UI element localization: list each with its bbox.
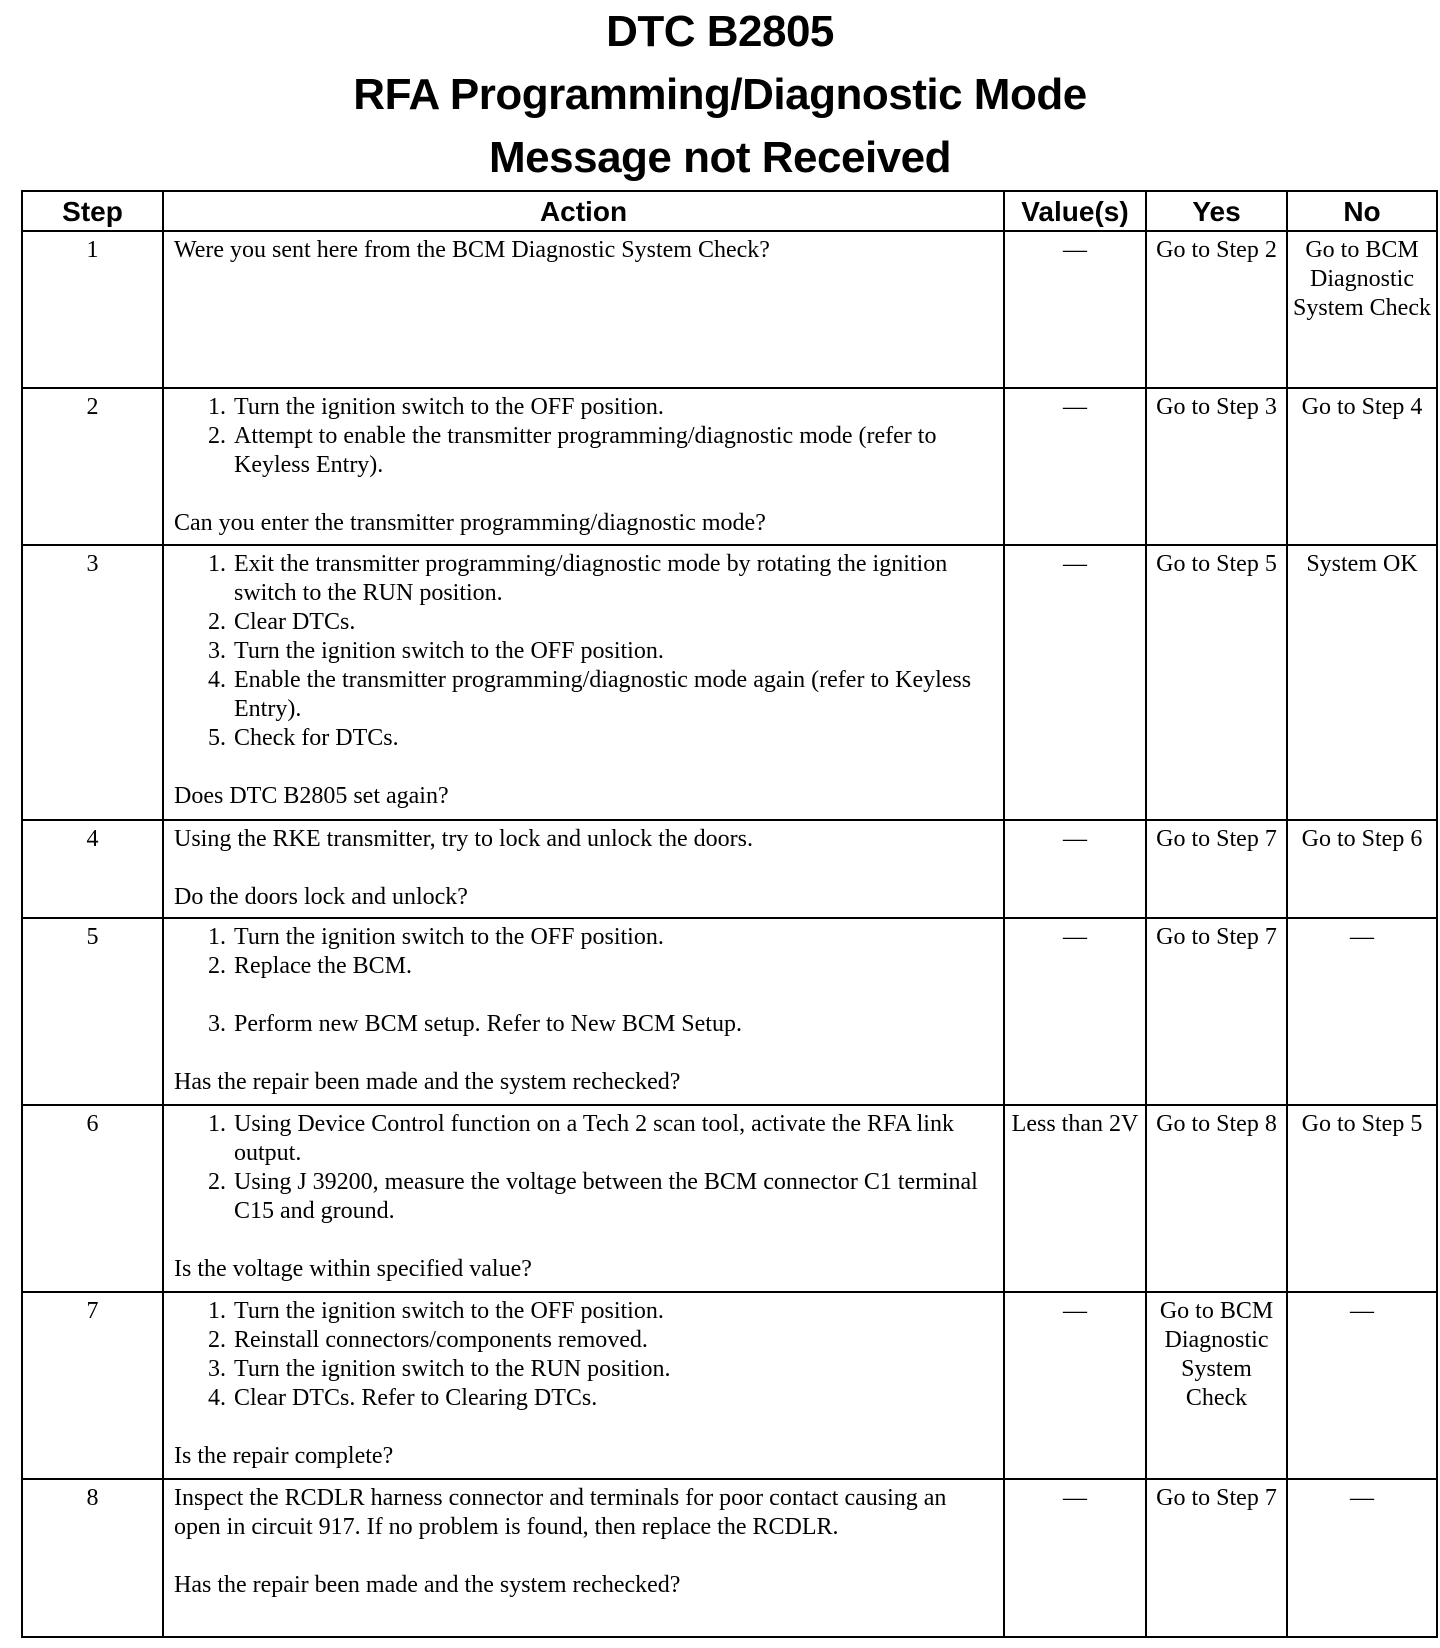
yes-cell: Go to Step 5 [1146, 545, 1287, 820]
no-cell: Go to Step 4 [1287, 388, 1437, 545]
action-substep: 1. Turn the ignition switch to the OFF position. [232, 1297, 993, 1326]
yes-cell: Go to Step 7 [1146, 1479, 1287, 1637]
action-question: Does DTC B2805 set again? [174, 783, 449, 809]
action-paragraph: Inspect the RCDLR harness connector and terminals for poor contact causing an open in circuit 917. If no problem is found, then replace the RCDLR. [174, 1485, 947, 1540]
action-substep: 2. Reinstall connectors/components removed. [232, 1326, 993, 1355]
action-substep: 2. Clear DTCs. [232, 608, 993, 637]
action-substeps [174, 393, 993, 480]
table-row [22, 1105, 1437, 1292]
action-cell [163, 918, 1004, 1105]
header-yes: Yes [1146, 191, 1287, 231]
action-substep: 4. Clear DTCs. Refer to Clearing DTCs. [232, 1384, 993, 1413]
header-action: Action [163, 191, 1004, 231]
no-cell: Go to BCM Diagnostic System Check [1287, 231, 1437, 388]
value-cell: — [1004, 1479, 1146, 1637]
step-number: 7 [22, 1292, 163, 1479]
action-substep: 2. Using J 39200, measure the voltage between the BCM connector C1 terminal C15 and ground. [232, 1168, 993, 1226]
action-cell [163, 1292, 1004, 1479]
action-substeps [174, 1110, 993, 1226]
value-cell: — [1004, 820, 1146, 918]
action-substep: 3. Turn the ignition switch to the OFF position. [232, 637, 993, 666]
action-cell [163, 820, 1004, 918]
action-substep: 2. Replace the BCM. [232, 952, 993, 981]
table-header-row [22, 191, 1437, 231]
table-row [22, 918, 1437, 1105]
yes-cell: Go to Step 3 [1146, 388, 1287, 545]
action-substep: 5. Check for DTCs. [232, 724, 993, 753]
action-paragraph: Using the RKE transmitter, try to lock and unlock the doors. [174, 826, 753, 852]
table-row [22, 1292, 1437, 1479]
action-substep: 2. Attempt to enable the transmitter programming/diagnostic mode (refer to Keyless Entry). [232, 422, 993, 480]
yes-cell: Go to Step 2 [1146, 231, 1287, 388]
action-cell [163, 1105, 1004, 1292]
dtc-title-line-2: RFA Programming/Diagnostic Mode [353, 70, 1087, 119]
value-cell: — [1004, 545, 1146, 820]
value-cell: — [1004, 231, 1146, 388]
action-question: Do the doors lock and unlock? [174, 884, 468, 910]
dtc-code-title: DTC B2805 [606, 7, 834, 56]
action-substeps [174, 923, 993, 1039]
table-row [22, 388, 1437, 545]
no-cell: Go to Step 5 [1287, 1105, 1437, 1292]
action-cell [163, 231, 1004, 388]
no-cell: — [1287, 918, 1437, 1105]
action-substep: 3. Turn the ignition switch to the RUN position. [232, 1355, 993, 1384]
yes-cell: Go to Step 8 [1146, 1105, 1287, 1292]
action-substep: 1. Using Device Control function on a Tech 2 scan tool, activate the RFA link output. [232, 1110, 993, 1168]
action-substep: 1. Turn the ignition switch to the OFF position. [232, 923, 993, 952]
no-cell: — [1287, 1479, 1437, 1637]
table-row [22, 1479, 1437, 1637]
value-cell: — [1004, 918, 1146, 1105]
table-row [22, 231, 1437, 388]
action-question: Is the voltage within specified value? [174, 1256, 532, 1282]
step-number: 6 [22, 1105, 163, 1292]
yes-cell: Go to BCM Diagnostic System Check [1146, 1292, 1287, 1479]
action-question: Has the repair been made and the system rechecked? [174, 1069, 681, 1095]
action-cell [163, 545, 1004, 820]
action-substep: 1. Exit the transmitter programming/diagnostic mode by rotating the ignition switch to the RUN position. [232, 550, 993, 608]
action-question: Is the repair complete? [174, 1443, 394, 1469]
yes-cell: Go to Step 7 [1146, 820, 1287, 918]
diagnostic-table [21, 190, 1438, 1638]
header-step: Step [22, 191, 163, 231]
action-substep: 1. Turn the ignition switch to the OFF position. [232, 393, 993, 422]
action-question: Has the repair been made and the system rechecked? [174, 1572, 681, 1598]
yes-cell: Go to Step 7 [1146, 918, 1287, 1105]
header-values: Value(s) [1004, 191, 1146, 231]
no-cell: Go to Step 6 [1287, 820, 1437, 918]
dtc-title-line-3: Message not Received [489, 133, 951, 182]
action-substeps [174, 1297, 993, 1413]
header-no: No [1287, 191, 1437, 231]
action-question: Can you enter the transmitter programming/diagnostic mode? [174, 510, 766, 536]
action-substeps [174, 550, 993, 753]
action-paragraph: Were you sent here from the BCM Diagnostic System Check? [174, 237, 770, 263]
action-substep: 3. Perform new BCM setup. Refer to New BCM Setup. [232, 1010, 993, 1039]
step-number: 8 [22, 1479, 163, 1637]
value-cell: Less than 2V [1004, 1105, 1146, 1292]
title-block [0, 0, 1440, 189]
value-cell: — [1004, 1292, 1146, 1479]
step-number: 1 [22, 231, 163, 388]
step-number: 4 [22, 820, 163, 918]
no-cell: System OK [1287, 545, 1437, 820]
step-number: 3 [22, 545, 163, 820]
value-cell: — [1004, 388, 1146, 545]
step-number: 2 [22, 388, 163, 545]
action-cell [163, 1479, 1004, 1637]
table-row [22, 820, 1437, 918]
action-cell [163, 388, 1004, 545]
table-row [22, 545, 1437, 820]
action-substep: 4. Enable the transmitter programming/diagnostic mode again (refer to Keyless Entry). [232, 666, 993, 724]
no-cell: — [1287, 1292, 1437, 1479]
step-number: 5 [22, 918, 163, 1105]
